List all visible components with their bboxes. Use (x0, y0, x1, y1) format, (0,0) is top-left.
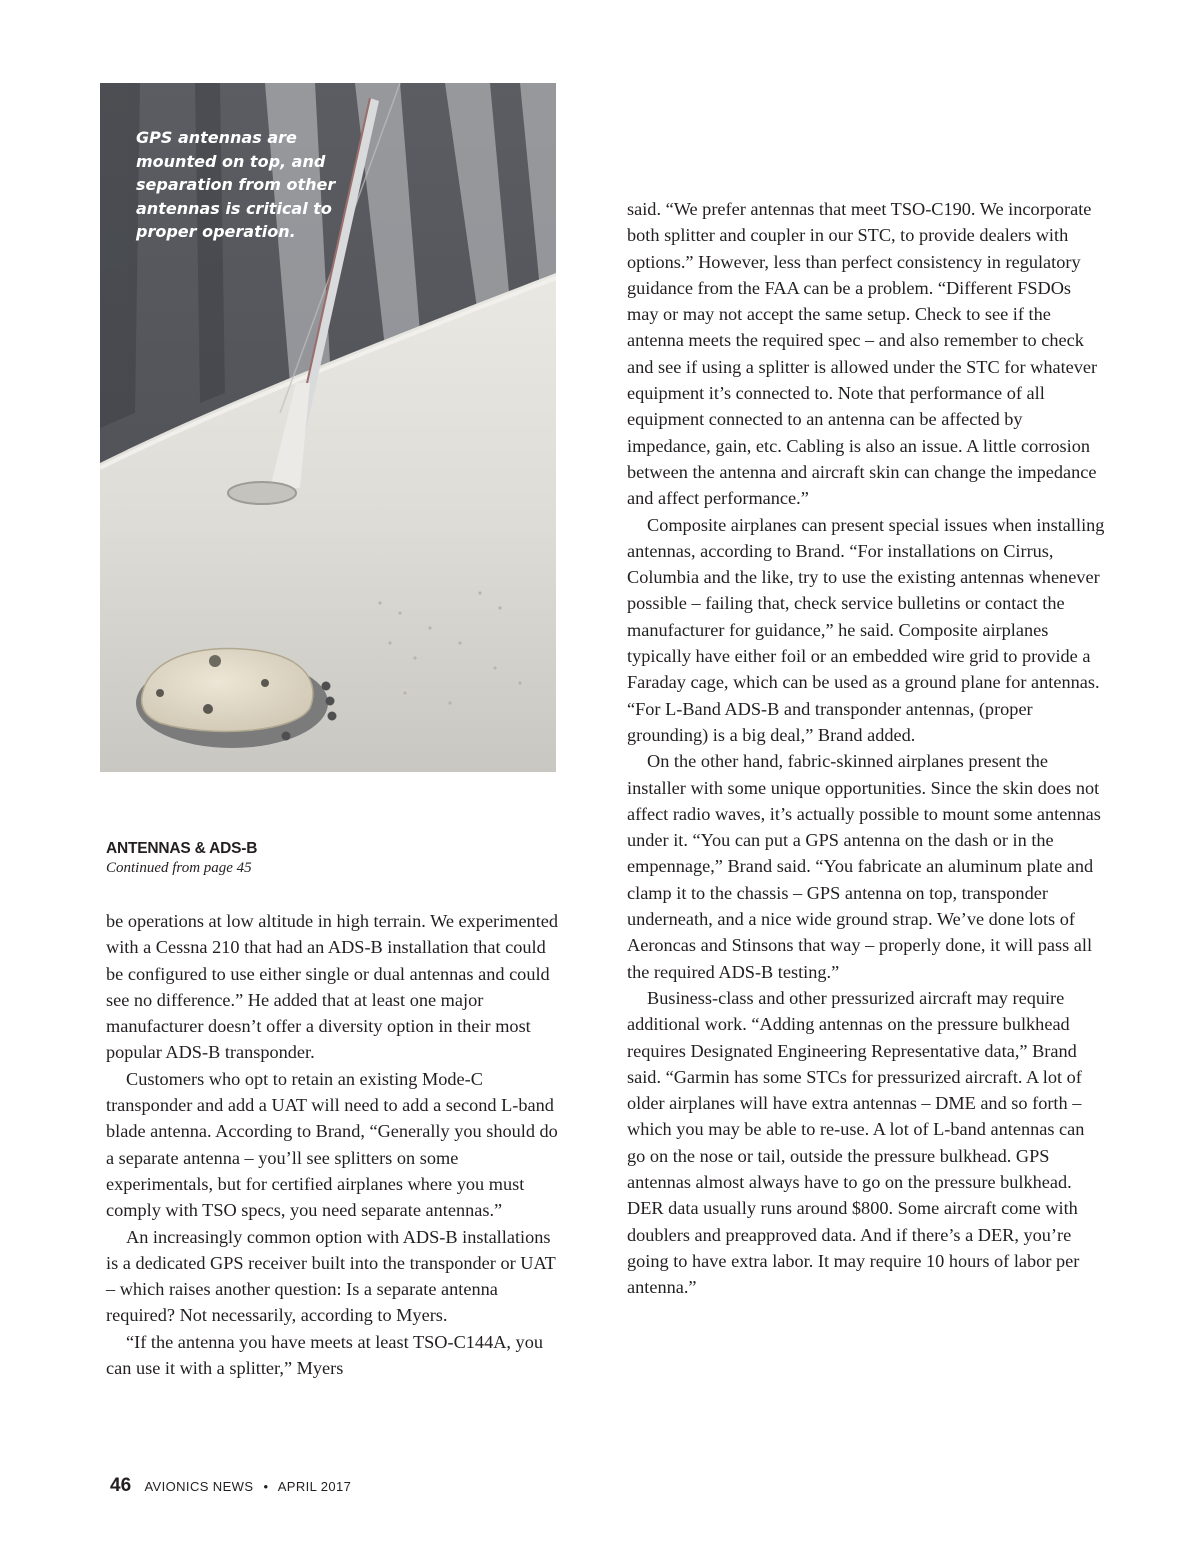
paragraph: Customers who opt to retain an existing Mode-C transponder and add a UAT will need to add a second L-band blade antenna. According to Brand, “Generally you should do a separate antenna – you’ll see splitters on some experimentals, but for certified airplanes where you must comply with TSO specs, you need separate antennas.” (106, 1068, 558, 1221)
publication-name: AVIONICS NEWS (144, 1479, 254, 1494)
article-photo (100, 83, 556, 772)
paragraph: Composite airplanes can present special issues when installing antennas, according to Brand. “For installations on Cirrus, Columbia and the like, try to use the existing antennas whenever possible – failing that, check service bulletins or contact the manufacturer for guidance,” he said. Composite airplanes typically have either foil or an embedded wire grid to provide a Faraday cage, which can be used as a ground plane for antennas. “For L-Band ADS-B and transponder antennas, (proper grounding) is a big deal,” Brand added. (627, 514, 1105, 745)
issue-date: APRIL 2017 (277, 1479, 352, 1494)
paragraph: An increasingly common option with ADS-B installations is a dedicated GPS receiver built into the transponder or UAT – which raises another question: Is a separate antenna required? Not necessarily, according to Myers. (106, 1226, 556, 1326)
paragraph: Business-class and other pressurized aircraft may require additional work. “Adding antennas on the pressure bulkhead requires Designated Engineering Representative data,” Brand said. “Garmin has some STCs for pressurized aircraft. A lot of older airplanes will have extra antennas – DME and so forth – which you may be able to re-use. A lot of L-band antennas can go on the nose or tail, outside the pressure bulkhead. GPS antennas almost always have to go on the pressure bulkhead. DER data usually runs around $800. Some aircraft come with doublers and preapproved data. And if there’s a DER, you’re going to have extra labor. It may require 10 hours of labor per antenna.” (627, 987, 1085, 1298)
continued-from-note: Continued from page 45 (106, 860, 252, 876)
paragraph: said. “We prefer antennas that meet TSO-C190. We incorporate both splitter and coupler in our STC, to provide dealers with options.” However, less than perfect consistency in regulatory guidance from the FAA can be a problem. “Different FSDOs may or may not accept the same setup. Check to see if the antenna meets the required spec – and also remember to check and see if using a splitter is allowed under the STC for whatever equipment it’s connected to. Note that performance of all equipment connected to an antenna can be affected by impedance, gain, etc. Cabling is also an issue. A little corrosion between the antenna and aircraft skin can change the impedance and affect performance.” (627, 199, 1098, 509)
article-column-left (106, 908, 566, 1381)
page-number: 46 (110, 1475, 132, 1496)
page-footer (110, 1475, 351, 1497)
article-column-right (627, 196, 1107, 1300)
section-header (106, 839, 556, 878)
paragraph: “If the antenna you have meets at least TSO-C144A, you can use it with a splitter,” Myers (106, 1331, 543, 1379)
paragraph: be operations at low altitude in high terrain. We experimented with a Cessna 210 that had an ADS-B installation that could be configured to use either single or dual antennas and could see no difference.” He added that at least one major manufacturer doesn’t offer a diversity option in their most popular ADS-B transponder. (106, 911, 559, 1063)
paragraph: On the other hand, fabric-skinned airplanes present the installer with some unique opportunities. Since the skin does not affect radio waves, it’s actually possible to mount some antennas under it. “You can put a GPS antenna on the dash or in the empennage,” Brand said. “You fabricate an aluminum plate and clamp it to the chassis – GPS antenna on top, transponder underneath, and a nice wide ground strap. We’ve done lots of Aeroncas and Stinsons that way – properly done, it will pass all the required ADS-B testing.” (627, 751, 1101, 982)
footer-separator: • (263, 1479, 269, 1494)
section-title: ANTENNAS & ADS-B (106, 840, 258, 857)
photo-caption: GPS antennas are mounted on top, and separation from other antennas is critical to proper operation. (136, 128, 336, 241)
